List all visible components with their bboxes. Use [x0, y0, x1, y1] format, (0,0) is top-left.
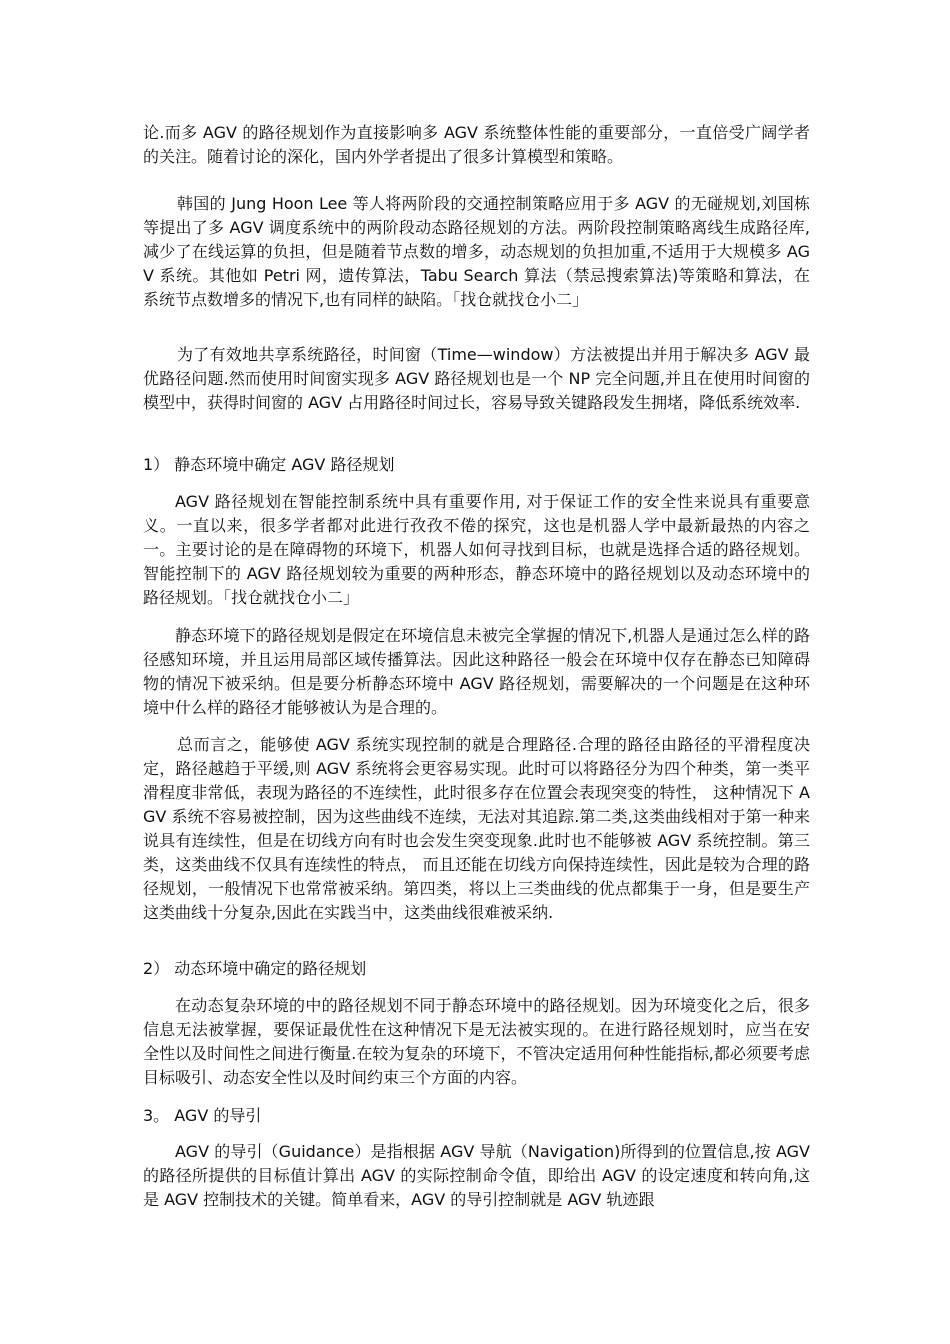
paragraph-static-path: 静态环境下的路径规划是假定在环境信息未被完全掌握的情况下,机器人是通过怎么样的路径感知环境，并且运用局部区域传播算法。因此这种路径一般会在环境中仅存在静态已知障碍物的情况下被采纳。但是要分析静态环境中 AGV 路径规划，需要解决的一个问题是在这种环境中什么样的路径才能够被认为是合理的。	[143, 626, 810, 717]
heading-agv-guidance: 3。 AGV 的导引	[143, 1106, 262, 1125]
heading-static-environment: 1） 静态环境中确定 AGV 路径规划	[143, 455, 395, 474]
paragraph-intro-continued: 论.而多 AGV 的路径规划作为直接影响多 AGV 系统整体性能的重要部分，一直倍受广阔学者的关注。随着讨论的深化，国内外学者提出了很多计算模型和策略。	[143, 123, 810, 166]
paragraph-two-stage-control: 韩国的 Jung Hoon Lee 等人将两阶段的交通控制策略应用于多 AGV 的无碰规划,刘国栋等提出了多 AGV 调度系统中的两阶段动态路径规划的方法。两阶段控制策略离线生成路径库,减少了在线运算的负担，但是随着节点数的增多，动态规划的负担加重,不适用于大规模多 AGV 系统。其他如 Petri 网，遗传算法，Tabu Search 算法（禁忌搜索算法)等策略和算法，在系统节点数增多的情况下,也有同样的缺陷。「找仓就找仓小二」	[143, 194, 810, 309]
paragraph-agv-guidance: AGV 的导引（Guidance）是指根据 AGV 导航（Navigation)所得到的位置信息,按 AGV 的路径所提供的目标值计算出 AGV 的实际控制命令值，即给出 AGV 的设定速度和转向角,这是 AGV 控制技术的关键。简单看来，AGV 的导引控制就是 AGV 轨迹跟	[143, 1142, 810, 1209]
paragraph-time-window: 为了有效地共享系统路径，时间窗（Time—window）方法被提出并用于解决多 AGV 最优路径问题.然而使用时间窗实现多 AGV 路径规划也是一个 NP 完全问题,并且在使用时间窗的模型中，获得时间窗的 AGV 占用路径时间过长，容易导致关键路段发生拥堵，降低系统效率.	[143, 345, 810, 412]
paragraph-reasonable-path: 总而言之，能够使 AGV 系统实现控制的就是合理路径.合理的路径由路径的平滑程度决定，路径越趋于平缓,则 AGV 系统将会更容易实现。此时可以将路径分为四个种类，第一类平滑程度非常低，表现为路径的不连续性，此时很多存在位置会表现突变的特性， 这种情况下 AGV 系统不容易被控制，因为这些曲线不连续，无法对其追踪.第二类,这类曲线相对于第一种来说具有连续性，但是在切线方向有时也会发生突变现象.此时也不能够被 AGV 系统控制。第三类，这类曲线不仅具有连续性的特点， 而且还能在切线方向保持连续性，因此是较为合理的路径规划，一般情况下也常常被采纳。第四类，将以上三类曲线的优点都集于一身，但是要生产这类曲线十分复杂,因此在实践当中，这类曲线很难被采纳.	[143, 735, 810, 922]
paragraph-dynamic-path: 在动态复杂环境的中的路径规划不同于静态环境中的路径规划。因为环境变化之后，很多信息无法被掌握，要保证最优性在这种情况下是无法被实现的。在进行路径规划时，应当在安全性以及时间性之间进行衡量.在较为复杂的环境下，不管决定适用何种性能指标,都必须要考虑目标吸引、动态安全性以及时间约束三个方面的内容。	[143, 996, 810, 1087]
paragraph-agv-path-planning: AGV 路径规划在智能控制系统中具有重要作用, 对于保证工作的安全性来说具有重要意义。一直以来，很多学者都对此进行孜孜不倦的探究，这也是机器人学中最新最热的内容之一。主要讨论的是在障碍物的环境下，机器人如何寻找到目标，也就是选择合适的路径规划。智能控制下的 AGV 路径规划较为重要的两种形态，静态环境中的路径规划以及动态环境中的路径规划。「找仓就找仓小二」	[143, 492, 810, 607]
heading-dynamic-environment: 2） 动态环境中确定的路径规划	[143, 959, 367, 978]
